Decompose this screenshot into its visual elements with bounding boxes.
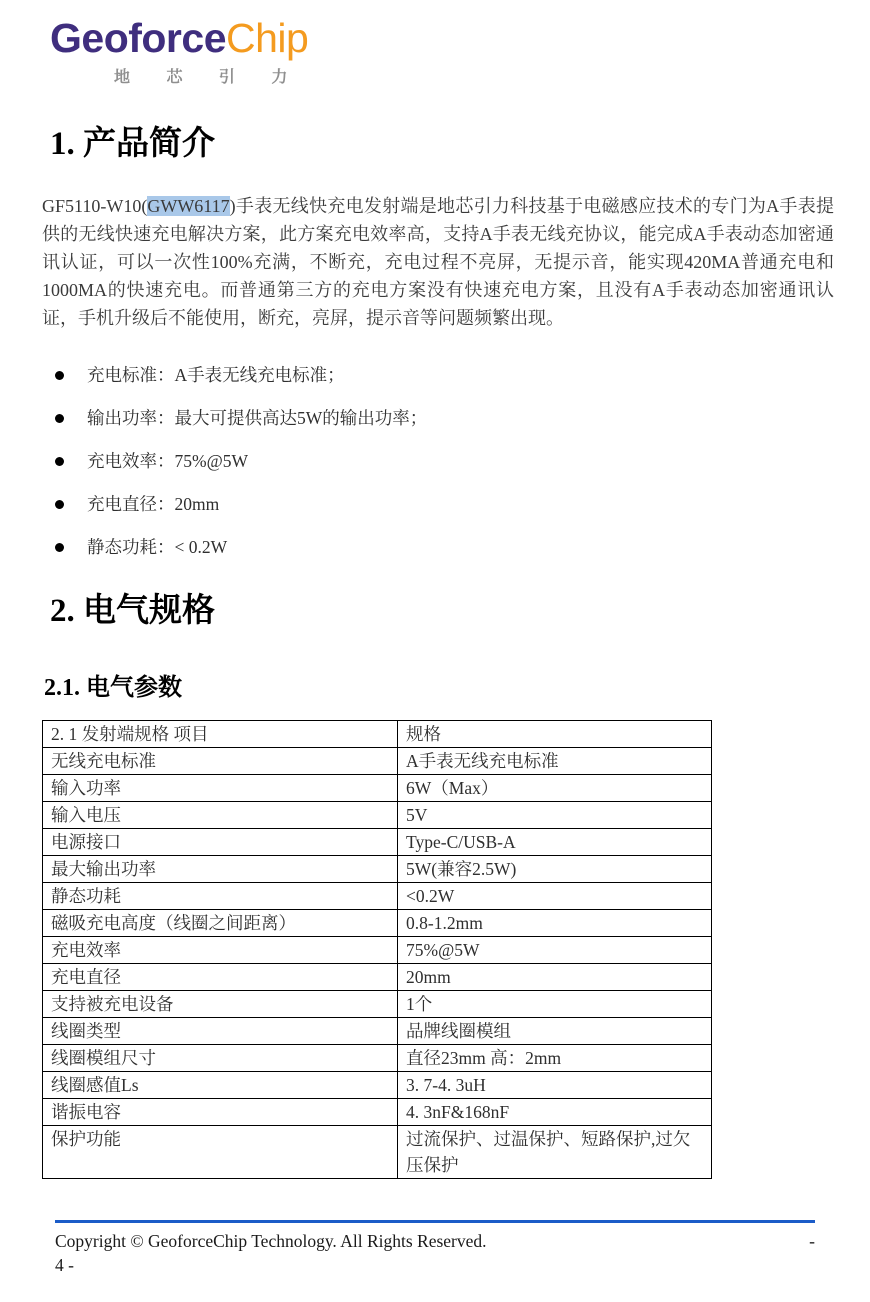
spec-value-cell: 5W(兼容2.5W) (398, 856, 712, 883)
page-number: 4 - (55, 1255, 74, 1275)
spec-item-cell: 最大输出功率 (43, 856, 398, 883)
spec-item-cell: 保护功能 (43, 1126, 398, 1179)
copyright-text: Copyright © GeoforceChip Technology. All Rights Reserved. (55, 1231, 487, 1251)
table-row (43, 856, 712, 883)
spec-item-cell: 磁吸充电高度（线圈之间距离） (43, 910, 398, 937)
part-number-highlight: GWW6117 (147, 196, 230, 216)
footer-rule (55, 1220, 815, 1223)
list-item (55, 362, 870, 388)
table-row (43, 1018, 712, 1045)
footer-copyright-line (55, 1229, 815, 1253)
bullet-icon (55, 371, 64, 380)
table-row (43, 748, 712, 775)
spec-value-cell: 6W（Max） (398, 775, 712, 802)
bullet-icon (55, 457, 64, 466)
spec-value-cell: 4. 3nF&168nF (398, 1099, 712, 1126)
table-row (43, 802, 712, 829)
table-row (43, 1126, 712, 1179)
spec-value-cell: 规格 (398, 721, 712, 748)
spec-value-cell: 0.8-1.2mm (398, 910, 712, 937)
logo-brand-geoforce: Geoforce (50, 15, 226, 61)
table-row (43, 964, 712, 991)
logo (0, 0, 870, 87)
section2-heading: 2. 电气规格 (50, 593, 215, 629)
spec-value-cell: 过流保护、过温保护、短路保护,过欠压保护 (398, 1126, 712, 1179)
bullet-text: 静态功耗：< 0.2W (87, 537, 228, 557)
spec-value-cell: 直径23mm 高：2mm (398, 1045, 712, 1072)
spec-value-cell: 1个 (398, 991, 712, 1018)
spec-item-cell: 输入功率 (43, 775, 398, 802)
list-item (55, 491, 870, 517)
intro-text-after: )手表无线快充电发射端是地芯引力科技基于电磁感应技术的专门为A手表提供的无线快速充电解决方案，此方案充电效率高，支持A手表无线充协议，能完成A手表动态加密通讯认证，可以一次性100%充满，不断充，充电过程不亮屏，无提示音，能实现420MA普通充电和1000MA的快速充电。而普通第三方的充电方案没有快速充电方案，且没有A手表动态加密通讯认证，手机升级后不能使用，断充，亮屏，提示音等问题频繁出现。 (42, 196, 834, 328)
spec-item-cell: 线圈模组尺寸 (43, 1045, 398, 1072)
spec-item-cell: 充电直径 (43, 964, 398, 991)
feature-list (55, 362, 870, 560)
intro-text-before: GF5110-W10( (42, 196, 148, 216)
section1-heading: 1. 产品简介 (50, 126, 215, 162)
page-footer (55, 1220, 815, 1277)
spec-value-cell: 75%@5W (398, 937, 712, 964)
bullet-text: 充电直径：20mm (87, 494, 220, 514)
table-row (43, 1045, 712, 1072)
table-row (43, 910, 712, 937)
intro-paragraph (42, 192, 834, 332)
bullet-icon (55, 543, 64, 552)
spec-item-cell: 充电效率 (43, 937, 398, 964)
spec-value-cell: Type-C/USB-A (398, 829, 712, 856)
table-row (43, 1072, 712, 1099)
list-item (55, 448, 870, 474)
spec-value-cell: 20mm (398, 964, 712, 991)
spec-item-cell: 2. 1 发射端规格 项目 (43, 721, 398, 748)
section2-1-heading: 2.1. 电气参数 (44, 675, 182, 701)
table-row (43, 937, 712, 964)
page-number-dash: - (809, 1231, 815, 1251)
spec-item-cell: 线圈感值Ls (43, 1072, 398, 1099)
list-item (55, 534, 870, 560)
table-row (43, 883, 712, 910)
logo-brand-chip: Chip (226, 15, 309, 61)
list-item (55, 405, 870, 431)
logo-subtitle: 地 芯 引 力 (114, 69, 304, 86)
bullet-icon (55, 500, 64, 509)
bullet-icon (55, 414, 64, 423)
table-row (43, 775, 712, 802)
spec-value-cell: <0.2W (398, 883, 712, 910)
table-row (43, 829, 712, 856)
table-row (43, 721, 712, 748)
spec-value-cell: 3. 7-4. 3uH (398, 1072, 712, 1099)
logo-wordmark (50, 14, 870, 62)
spec-item-cell: 电源接口 (43, 829, 398, 856)
spec-value-cell: A手表无线充电标准 (398, 748, 712, 775)
spec-value-cell: 品牌线圈模组 (398, 1018, 712, 1045)
spec-table (42, 720, 712, 1179)
spec-item-cell: 静态功耗 (43, 883, 398, 910)
spec-item-cell: 线圈类型 (43, 1018, 398, 1045)
spec-item-cell: 无线充电标准 (43, 748, 398, 775)
spec-item-cell: 支持被充电设备 (43, 991, 398, 1018)
table-row (43, 991, 712, 1018)
spec-value-cell: 5V (398, 802, 712, 829)
spec-item-cell: 谐振电容 (43, 1099, 398, 1126)
table-row (43, 1099, 712, 1126)
bullet-text: 充电效率：75%@5W (87, 451, 248, 471)
spec-item-cell: 输入电压 (43, 802, 398, 829)
bullet-text: 输出功率：最大可提供高达5W的输出功率； (87, 408, 428, 428)
bullet-text: 充电标准：A手表无线充电标准； (87, 365, 345, 385)
